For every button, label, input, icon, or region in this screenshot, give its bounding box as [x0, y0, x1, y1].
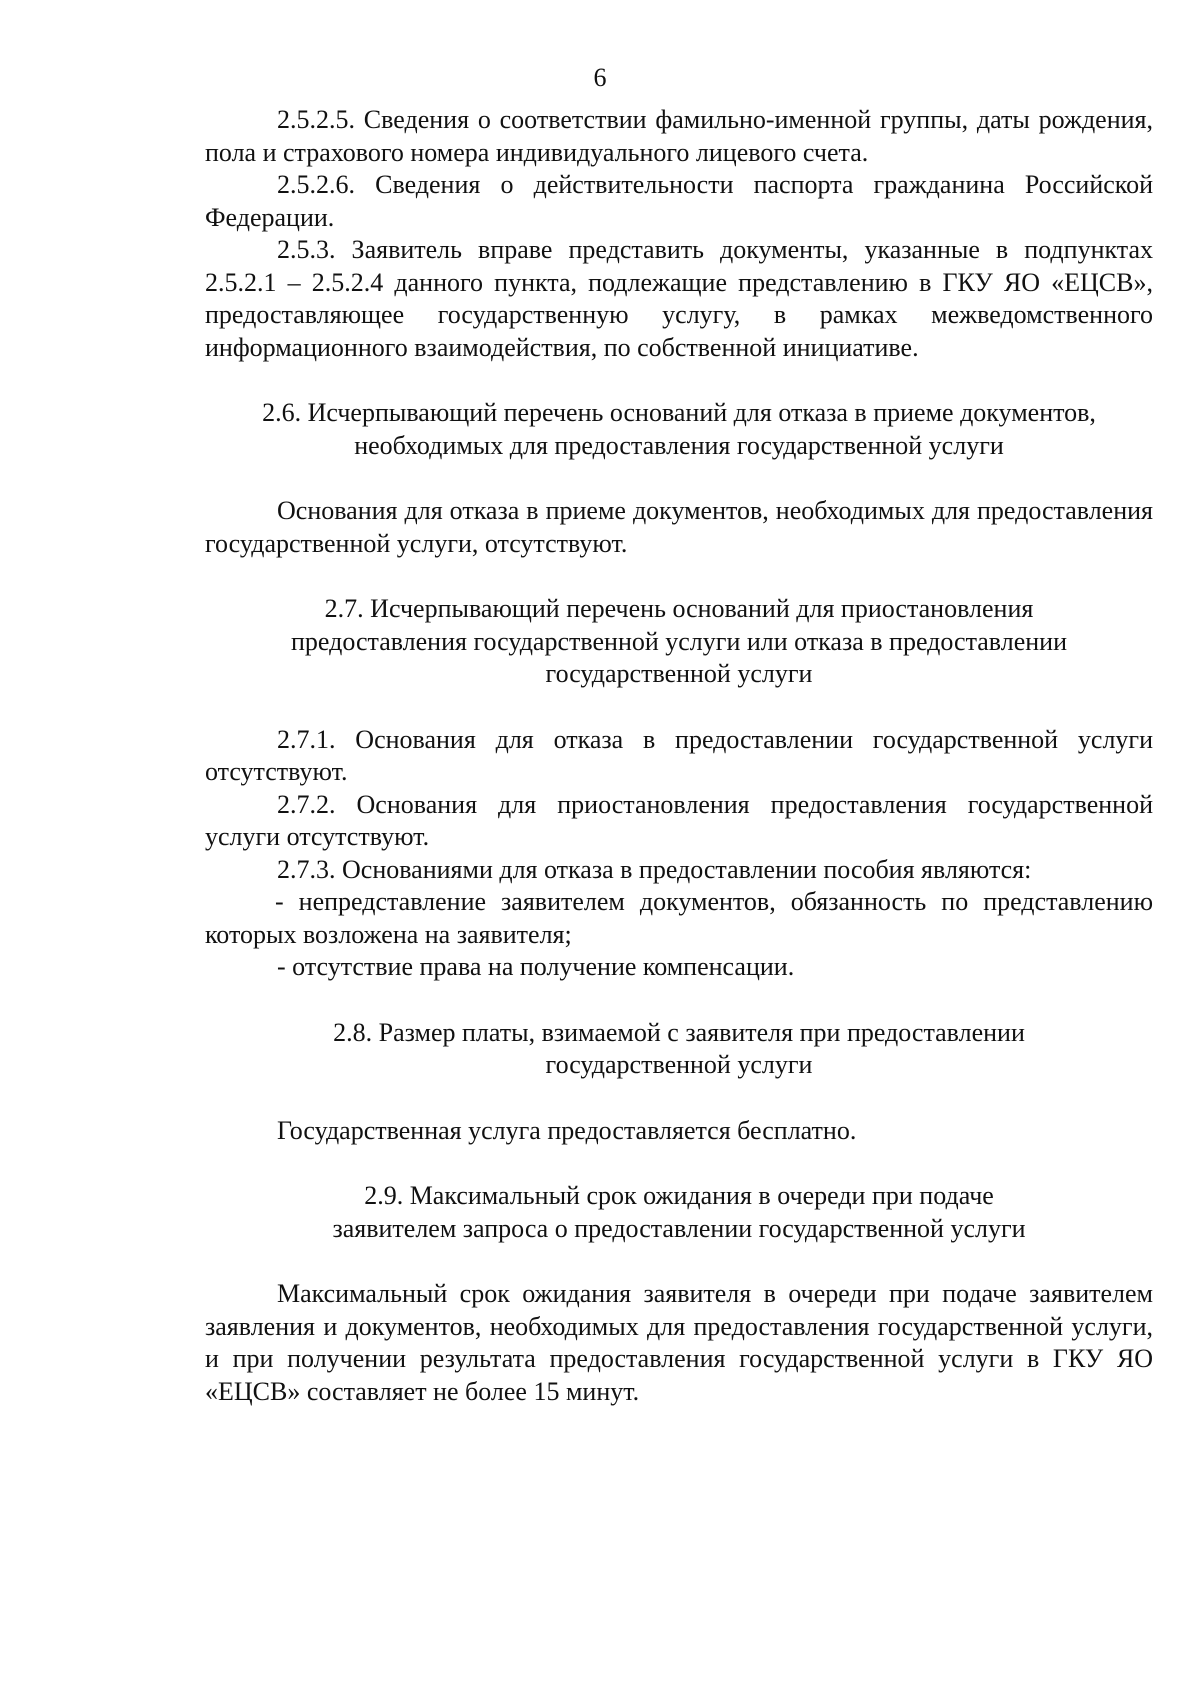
section-heading-2-8-line-1: 2.8. Размер платы, взимаемой с заявителя при предоставлении [333, 1017, 1025, 1047]
section-heading-2-6: 2.6. Исчерпывающий перечень оснований для отказа в приеме документов, необходимых для предоставления государственной услуги [262, 398, 1096, 460]
paragraph-2-7-2: 2.7.2. Основания для приостановления предоставления государственной услуги отсутствуют. [205, 789, 1153, 851]
paragraph-2-7-3: 2.7.3. Основаниями для отказа в предоставлении пособия являются: [277, 854, 1032, 884]
document-body [205, 104, 1153, 1408]
section-heading-2-7 [205, 593, 1153, 691]
paragraph-2-9: Максимальный срок ожидания заявителя в очереди при подаче заявителем заявления и документов, необходимых для предоставления государственной услуги, и при получении результата предоставления государственной услуги в ГКУ ЯО «ЕЦСВ» составляет не более 15 минут. [205, 1279, 1153, 1406]
page-number: 6 [593, 63, 607, 92]
paragraph-2-5-3: 2.5.3. Заявитель вправе представить документы, указанные в подпунктах 2.5.2.1 – 2.5.2.4 данного пункта, подлежащие представлению в ГКУ ЯО «ЕЦСВ», предоставляющее государственную услугу, в рамках межведомственного информационного взаимодействия, по собственной инициативе. [205, 235, 1153, 362]
paragraph-2-5-2-5: 2.5.2.5. Сведения о соответствии фамильно-именной группы, даты рождения, пола и страхового номера индивидуального лицевого счета. [205, 105, 1153, 167]
section-heading-2-8-line-2: государственной услуги [545, 1050, 813, 1079]
section-heading-2-9-line-2: заявителем запроса о предоставлении государственной услуги [332, 1213, 1026, 1243]
section-heading-2-7-line-1: 2.7. Исчерпывающий перечень оснований для приостановления [324, 594, 1034, 623]
paragraph-2-8: Государственная услуга предоставляется бесплатно. [277, 1115, 857, 1145]
section-heading-2-9 [205, 1180, 1153, 1245]
section-heading-2-9-line-1: 2.9. Максимальный срок ожидания в очереди при подаче [364, 1181, 994, 1210]
list-item-no-right: - отсутствие права на получение компенсации. [277, 952, 795, 981]
paragraph-2-6: Основания для отказа в приеме документов, необходимых для предоставления государственной услуги, отсутствуют. [205, 496, 1153, 558]
paragraph-2-7-1: 2.7.1. Основания для отказа в предоставлении государственной услуги отсутствуют. [205, 724, 1153, 786]
section-heading-2-8 [205, 1017, 1153, 1082]
section-heading-2-7-line-2: предоставления государственной услуги или отказа в предоставлении [290, 626, 1067, 656]
section-heading-2-7-line-3: государственной услуги [545, 659, 813, 688]
paragraph-2-5-2-6: 2.5.2.6. Сведения о действительности паспорта гражданина Российской Федерации. [205, 170, 1153, 232]
list-item-non-submission: - непредставление заявителем документов, обязанность по представлению которых возложена на заявителя; [205, 887, 1153, 949]
